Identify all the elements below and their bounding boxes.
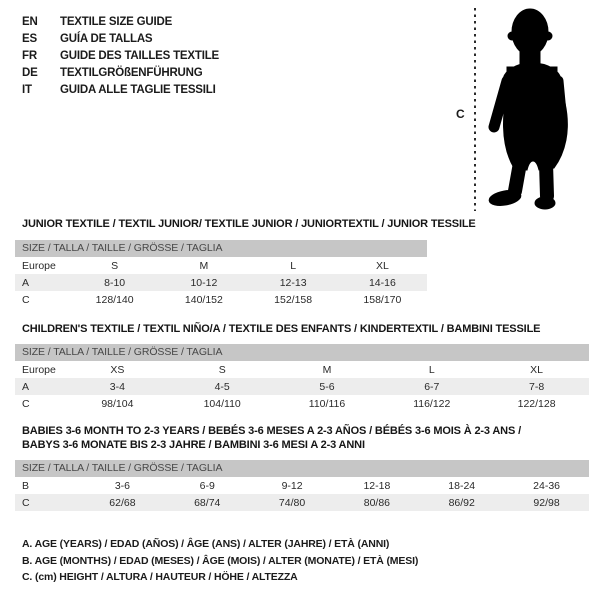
language-label: TEXTILGRÖßENFÜHRUNG <box>60 66 203 79</box>
junior-size-header: SIZE / TALLA / TAILLE / GRÖSSE / TAGLIA <box>15 240 427 257</box>
note-age-months: B. AGE (MONTHS) / EDAD (MESES) / ÂGE (MOIS) / ALTER (MONATE) / ETÀ (MESI) <box>22 554 419 567</box>
children-table-title: CHILDREN'S TEXTILE / TEXTIL NIÑO/A / TEXTILE DES ENFANTS / KINDERTEXTIL / BAMBINI TESSILE <box>22 323 541 335</box>
size-cell: 3-4 <box>109 380 125 393</box>
language-code: ES <box>22 32 37 45</box>
language-label: GUÍA DE TALLAS <box>60 32 153 45</box>
language-label: GUIDE DES TAILLES TEXTILE <box>60 49 219 62</box>
size-cell: 158/170 <box>363 293 402 306</box>
language-row-en <box>22 13 219 30</box>
row-label: C <box>22 397 30 410</box>
language-row-es <box>22 30 219 47</box>
language-label: TEXTILE SIZE GUIDE <box>60 15 173 28</box>
table-row <box>15 477 589 494</box>
size-cell: 6-7 <box>424 380 440 393</box>
size-cell: XS <box>110 363 125 376</box>
row-label: Europe <box>22 363 56 376</box>
size-cell: 3-6 <box>114 479 130 492</box>
size-cell: 92/98 <box>533 496 560 509</box>
size-cell: 86/92 <box>448 496 475 509</box>
size-cell: S <box>218 363 226 376</box>
size-table-children <box>15 322 589 412</box>
size-cell: 10-12 <box>190 276 218 289</box>
row-label: C <box>22 293 30 306</box>
language-code: FR <box>22 49 37 62</box>
toddler-silhouette-icon <box>487 5 587 211</box>
size-cell: 116/122 <box>413 397 451 410</box>
size-cell: 74/80 <box>278 496 306 509</box>
babies-size-header: SIZE / TALLA / TAILLE / GRÖSSE / TAGLIA <box>15 460 589 477</box>
table-row <box>15 291 427 308</box>
junior-table <box>15 257 427 308</box>
babies-table-title-line2: BABYS 3-6 MONATE BIS 2-3 JAHRE / BAMBINI 3-6 MESI A 2-3 ANNI <box>22 439 365 451</box>
size-cell: 4-5 <box>214 380 230 393</box>
row-label: Europe <box>22 259 56 272</box>
size-cell: 152/158 <box>274 293 313 306</box>
size-cell: M <box>322 363 332 376</box>
babies-table <box>15 477 589 511</box>
table-row <box>15 395 589 412</box>
size-cell: L <box>428 363 435 376</box>
language-row-de <box>22 64 219 81</box>
size-cell: 14-16 <box>368 276 396 289</box>
size-cell: 6-9 <box>199 479 215 492</box>
size-cell: 98/104 <box>101 397 134 410</box>
note-height-cm: C. (cm) HEIGHT / ALTURA / HAUTEUR / HÖHE / ALTEZZA <box>22 571 298 583</box>
size-cell: 8-10 <box>104 276 126 289</box>
table-row <box>15 378 589 395</box>
language-code: DE <box>22 66 38 79</box>
table-row <box>15 361 589 378</box>
language-code: IT <box>22 83 32 96</box>
size-cell: 80/86 <box>363 496 391 509</box>
size-table-junior <box>15 217 476 308</box>
size-cell: 12-18 <box>363 479 391 492</box>
size-table-babies <box>15 424 589 511</box>
language-code: EN <box>22 15 38 28</box>
size-cell: L <box>290 259 297 272</box>
row-label: B <box>22 479 30 492</box>
row-label: A <box>22 380 30 393</box>
size-cell: 7-8 <box>529 380 545 393</box>
size-cell: XL <box>375 259 389 272</box>
size-cell: 140/152 <box>184 293 223 306</box>
size-cell: 18-24 <box>448 479 476 492</box>
language-row-it <box>22 81 219 98</box>
size-cell: 110/116 <box>308 397 346 410</box>
note-age-years: A. AGE (YEARS) / EDAD (AÑOS) / ÂGE (ANS) / ALTER (JAHRE) / ETÀ (ANNI) <box>22 538 390 550</box>
children-table <box>15 361 589 412</box>
size-cell: 24-36 <box>533 479 560 492</box>
junior-table-title: JUNIOR TEXTILE / TEXTIL JUNIOR/ TEXTILE JUNIOR / JUNIORTEXTIL / JUNIOR TESSILE <box>22 218 476 230</box>
table-row <box>15 274 427 291</box>
size-cell: 128/140 <box>95 293 134 306</box>
language-list <box>22 13 219 98</box>
size-cell: 104/110 <box>203 397 241 410</box>
size-cell: 62/68 <box>109 496 136 509</box>
language-label: GUIDA ALLE TAGLIE TESSILI <box>60 83 216 96</box>
table-row <box>15 494 589 511</box>
legend-notes <box>22 536 418 586</box>
row-label: A <box>22 276 30 289</box>
language-row-fr <box>22 47 219 64</box>
table-row <box>15 257 427 274</box>
size-cell: S <box>111 259 119 272</box>
size-cell: 122/128 <box>517 397 556 410</box>
row-label: C <box>22 496 30 509</box>
size-cell: 9-12 <box>281 479 303 492</box>
size-cell: 12-13 <box>279 276 307 289</box>
babies-table-title-line1: BABIES 3-6 MONTH TO 2-3 YEARS / BEBÉS 3-6 MESES A 2-3 AÑOS / BÉBÉS 3-6 MOIS À 2-3 ANS / <box>22 425 521 437</box>
size-cell: 5-6 <box>319 380 335 393</box>
size-cell: XL <box>530 363 544 376</box>
children-size-header: SIZE / TALLA / TAILLE / GRÖSSE / TAGLIA <box>15 344 589 361</box>
size-cell: 68/74 <box>194 496 221 509</box>
height-measure-label: C <box>456 107 465 121</box>
height-measure-line <box>474 8 476 211</box>
size-cell: M <box>199 259 209 272</box>
